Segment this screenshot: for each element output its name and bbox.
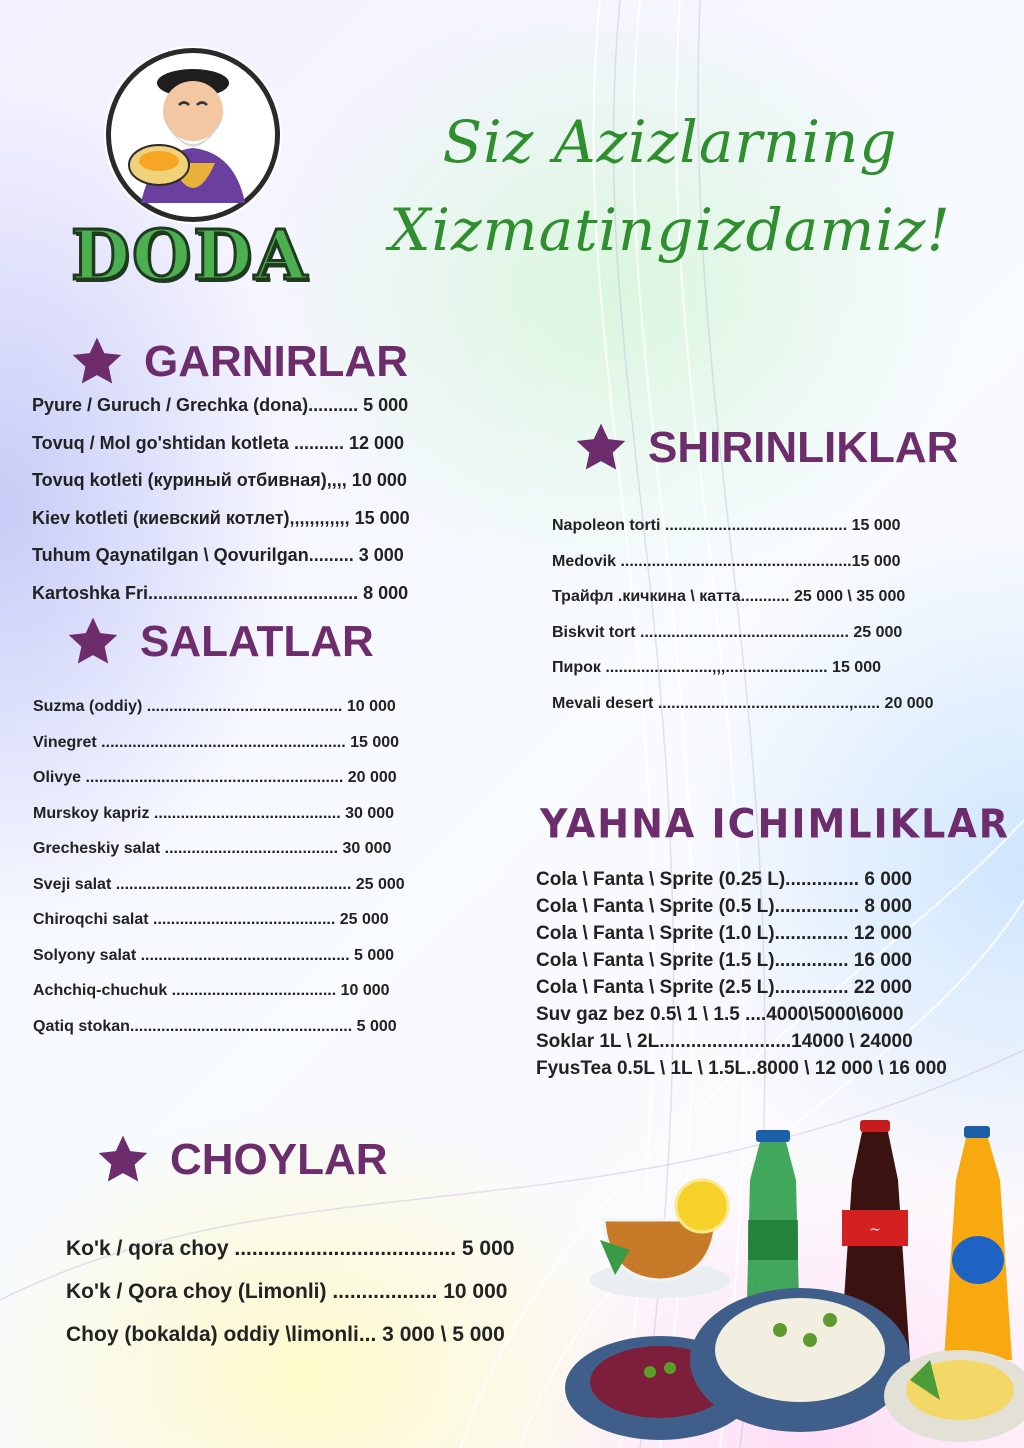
- list-item: Medovik ....................................................15 000: [552, 552, 901, 570]
- list-item: Qatiq stokan.................................................. 5 000: [33, 1017, 397, 1035]
- salatlar-list: [33, 695, 405, 1050]
- section-title-text: GARNIRLAR: [144, 337, 408, 386]
- brand-name: DODA: [71, 216, 309, 296]
- list-item: Soklar 1L \ 2L.........................14000 \ 24000: [536, 1031, 913, 1052]
- list-item: Sveji salat ..................................................... 25 000: [33, 875, 405, 893]
- list-item: Murskoy kapriz .......................................... 30 000: [33, 804, 395, 822]
- list-item: Chiroqchi salat ......................................... 25 000: [33, 911, 389, 928]
- list-item: Ko'k / Qora choy (Limonli) .................. 10 000: [66, 1280, 508, 1303]
- tea-cup-icon: [590, 1180, 730, 1298]
- list-item: FyusTea 0.5L \ 1L \ 1.5L..8000 \ 12 000 \ 16 000: [536, 1058, 947, 1079]
- list-item: Пирок ........................,,,....................... 15 000: [552, 659, 881, 676]
- list-item: Choy (bokalda) oddiy \limonli... 3 000 \ 5 000: [66, 1323, 505, 1346]
- list-item: Tovuq / Mol go'shtidan kotleta .......... 12 000: [32, 432, 405, 453]
- list-item: Biskvit tort ............................................... 25 000: [552, 623, 903, 641]
- chef-illustration: [111, 53, 275, 217]
- section-title-garnirlar: [68, 334, 408, 390]
- list-item: Cola \ Fanta \ Sprite (2.5 L).............. 22 000: [536, 977, 912, 998]
- tagline-line2: Xizmatingizdamiz!: [389, 196, 951, 264]
- section-title-text: SHIRINLIKLAR: [648, 423, 959, 472]
- star-icon: [572, 420, 630, 476]
- section-title-text: CHOYLAR: [170, 1135, 388, 1184]
- list-item: Cola \ Fanta \ Sprite (1.0 L).............. 12 000: [536, 923, 912, 944]
- list-item: Mevali desert ...........................................,...... 20 000: [552, 694, 934, 712]
- section-title-salatlar: [64, 614, 374, 670]
- list-item: Tuhum Qaynatilgan \ Qovurilgan......... 3 000: [32, 545, 404, 565]
- list-item: Vinegret ....................................................... 15 000: [33, 733, 400, 751]
- food-drinks-illustration: [560, 1110, 1024, 1448]
- star-icon: [68, 334, 126, 390]
- garnirlar-list: [32, 392, 410, 617]
- list-item: Cola \ Fanta \ Sprite (1.5 L).............. 16 000: [536, 950, 912, 971]
- star-icon: [64, 614, 122, 670]
- ichimliklar-list: [536, 868, 947, 1084]
- list-item: Ko'k / qora choy ...................................... 5 000: [66, 1237, 515, 1260]
- list-item: Kiev kotleti (киевский котлет),,,,,,,,,,,, 15 000: [32, 507, 410, 528]
- tagline-line1: Siz Azizlarning: [442, 108, 898, 176]
- section-title-choylar: [94, 1132, 388, 1188]
- list-item: Solyony salat ............................................... 5 000: [33, 946, 395, 964]
- list-item: Suzma (oddiy) ............................................ 10 000: [33, 698, 396, 715]
- logo-badge: [106, 48, 280, 222]
- list-item: Tovuq kotleti (куриный отбивная),,,, 10 000: [32, 470, 407, 490]
- list-item: Cola \ Fanta \ Sprite (0.25 L).............. 6 000: [536, 869, 912, 890]
- list-item: Napoleon torti ......................................... 15 000: [552, 517, 901, 534]
- list-item: Grecheskiy salat ....................................... 30 000: [33, 840, 392, 857]
- list-item: Olivye .......................................................... 20 000: [33, 769, 397, 786]
- list-item: Suv gaz bez 0.5\ 1 \ 1.5 ....4000\5000\6000: [536, 1004, 904, 1025]
- star-icon: [94, 1132, 152, 1188]
- shirinliklar-list: [552, 514, 933, 727]
- brand-logo: [60, 48, 320, 296]
- section-title-shirinliklar: [572, 420, 958, 476]
- orange-soda-bottle-icon: [944, 1126, 1012, 1360]
- list-item: Трайфл .кичкина \ катта........... 25 000 \ 35 000: [552, 588, 906, 605]
- section-title-text: SALATLAR: [140, 617, 374, 666]
- list-item: Cola \ Fanta \ Sprite (0.5 L)................ 8 000: [536, 896, 912, 917]
- list-item: Achchiq-chuchuk ..................................... 10 000: [33, 982, 390, 999]
- list-item: Kartoshka Fri.......................................... 8 000: [32, 582, 409, 603]
- list-item: Pyure / Guruch / Grechka (dona).......... 5 000: [32, 395, 409, 415]
- choylar-list: [66, 1234, 514, 1363]
- section-title-ichimliklar: YAHNA ICHIMLIKLAR: [540, 800, 1010, 848]
- svg-text:~: ~: [869, 1222, 881, 1238]
